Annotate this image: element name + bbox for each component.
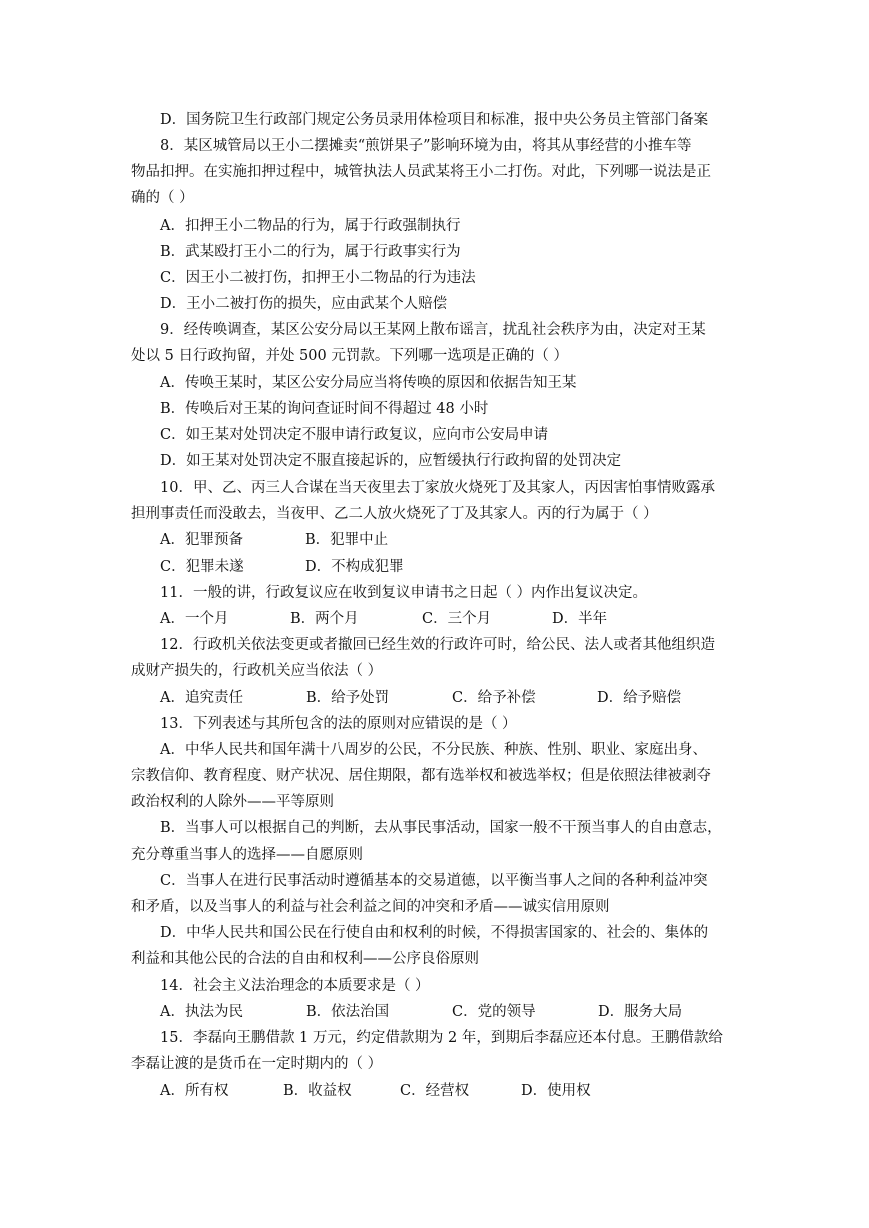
q15-option-b: B．收益权 [283, 1083, 352, 1099]
q8-option-d: D．王小二被打伤的损失，应由武某个人赔偿 [160, 296, 448, 312]
q13-option-d-line-2: 利益和其他公民的合法的自由和权利——公序良俗原则 [131, 951, 479, 967]
q10-option-a: A．犯罪预备 [160, 532, 243, 548]
q13-option-a-line-2: 宗教信仰、教育程度、财产状况、居住期限，都有选举权和被选举权；但是依照法律被剥夺 [131, 768, 711, 784]
q9-option-c: C．如王某对处罚决定不服申请行政复议，应向市公安局申请 [160, 427, 549, 443]
q12-option-a: A．追究责任 [160, 690, 243, 706]
q15-option-d: D．使用权 [521, 1083, 591, 1099]
q13-option-b-line-1: B．当事人可以根据自己的判断，去从事民事活动，国家一般不干预当事人的自由意志， [160, 820, 722, 836]
q11-option-a: A．一个月 [160, 611, 229, 627]
q12-option-d: D．给予赔偿 [597, 690, 682, 706]
q11-option-d: D．半年 [552, 611, 608, 627]
q10-stem-line-2: 担刑事责任而没敢去，当夜甲、乙二人放火烧死了丁及其家人。丙的行为属于（ ） [131, 506, 658, 522]
q8-stem-line-2: 物品扣押。在实施扣押过程中，城管执法人员武某将王小二打伤。对此，下列哪一说法是正 [131, 164, 711, 180]
q13-option-d-line-1: D．中华人民共和国公民在行使自由和权利的时候，不得损害国家的、社会的、集体的 [160, 925, 709, 941]
q14-option-d: D．服务大局 [598, 1004, 683, 1020]
q9-stem-line-1: 9．经传唤调查，某区公安分局以王某网上散布谣言，扰乱社会秩序为由，决定对王某 [160, 322, 706, 338]
q11-stem: 11．一般的讲，行政复议应在收到复议申请书之日起（ ）内作出复议决定。 [160, 585, 648, 601]
q14-option-b: B．依法治国 [306, 1004, 390, 1020]
q11-option-b: B．两个月 [290, 611, 359, 627]
q8-option-b: B．武某殴打王小二的行为，属于行政事实行为 [160, 244, 461, 260]
q14-option-c: C．党的领导 [452, 1004, 536, 1020]
q12-stem-line-1: 12．行政机关依法变更或者撤回已经生效的行政许可时，给公民、法人或者其他组织造 [160, 637, 715, 653]
q10-option-d: D．不构成犯罪 [305, 559, 404, 575]
q9-option-a: A．传唤王某时，某区公安分局应当将传唤的原因和依据告知王某 [160, 375, 577, 391]
q8-option-c: C．因王小二被打伤，扣押王小二物品的行为违法 [160, 270, 476, 286]
q10-stem-line-1: 10．甲、乙、丙三人合谋在当天夜里去丁家放火烧死丁及其家人，丙因害怕事情败露承 [160, 480, 715, 496]
q9-option-b: B．传唤后对王某的询问查证时间不得超过 48 小时 [160, 401, 489, 417]
q13-option-a-line-3: 政治权利的人除外——平等原则 [131, 794, 334, 810]
q11-option-c: C．三个月 [422, 611, 492, 627]
q15-stem-line-2: 李磊让渡的是货币在一定时期内的（ ） [131, 1056, 383, 1072]
q12-option-c: C．给予补偿 [452, 690, 536, 706]
q15-option-c: C．经营权 [400, 1083, 470, 1099]
q13-option-a-line-1: A．中华人民共和国年满十八周岁的公民，不分民族、种族、性别、职业、家庭出身、 [160, 742, 707, 758]
q12-option-b: B．给予处罚 [306, 690, 390, 706]
q13-stem: 13．下列表述与其所包含的法的原则对应错误的是（ ） [160, 716, 517, 732]
q15-option-a: A．所有权 [160, 1083, 229, 1099]
q13-option-b-line-2: 充分尊重当事人的选择——自愿原则 [131, 847, 363, 863]
q14-stem: 14．社会主义法治理念的本质要求是（ ） [160, 978, 430, 994]
q7-option-d: D．国务院卫生行政部门规定公务员录用体检项目和标准，报中央公务员主管部门备案 [160, 112, 709, 128]
q9-option-d: D．如王某对处罚决定不服直接起诉的，应暂缓执行行政拘留的处罚决定 [160, 453, 622, 469]
q8-option-a: A．扣押王小二物品的行为，属于行政强制执行 [160, 218, 461, 234]
q8-stem-line-3: 确的（ ） [131, 190, 194, 206]
q10-option-c: C．犯罪未遂 [160, 559, 244, 575]
q12-stem-line-2: 成财产损失的，行政机关应当依法（ ） [131, 663, 383, 679]
q9-stem-line-2: 处以 5 日行政拘留，并处 500 元罚款。下列哪一选项是正确的（ ） [131, 348, 568, 364]
q13-option-c-line-1: C．当事人在进行民事活动时遵循基本的交易道德，以平衡当事人之间的各种利益冲突 [160, 873, 708, 889]
q10-option-b: B．犯罪中止 [305, 532, 389, 548]
q13-option-c-line-2: 和矛盾，以及当事人的利益与社会利益之间的冲突和矛盾——诚实信用原则 [131, 899, 610, 915]
q8-stem-line-1: 8．某区城管局以王小二摆摊卖“煎饼果子”影响环境为由，将其从事经营的小推车等 [160, 138, 692, 154]
q14-option-a: A．执法为民 [160, 1004, 243, 1020]
q15-stem-line-1: 15．李磊向王鹏借款 1 万元，约定借款期为 2 年，到期后李磊应还本付息。王鹏借款给 [160, 1030, 723, 1046]
